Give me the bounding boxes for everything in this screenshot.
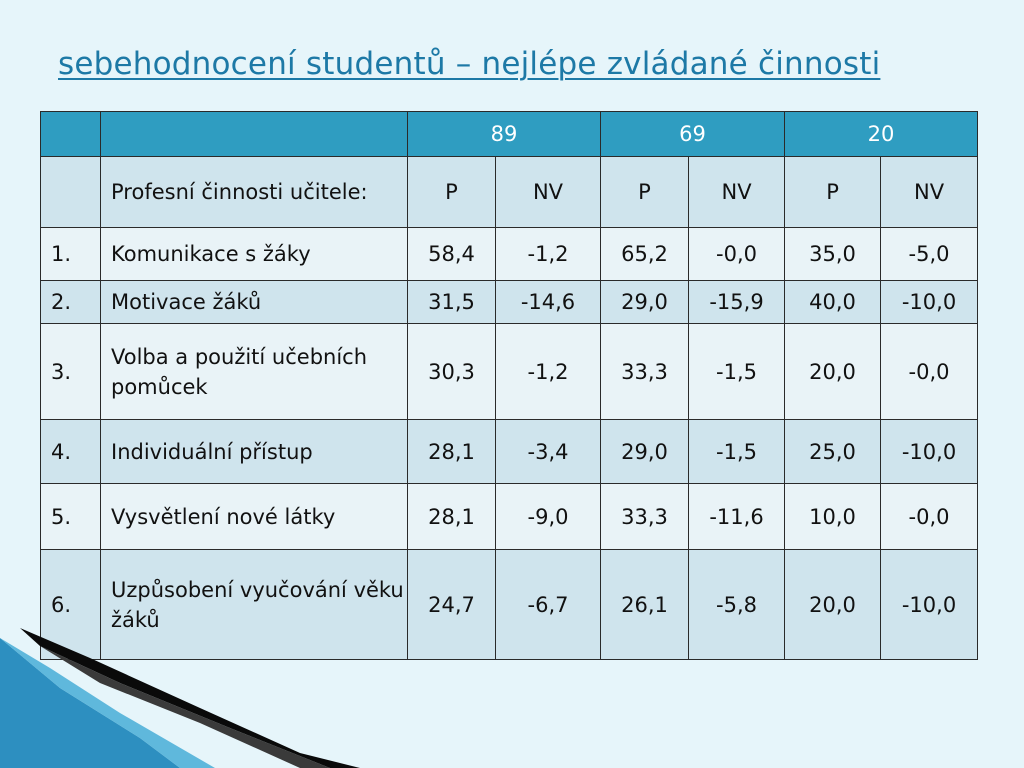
value-cell: -1,5 xyxy=(689,420,785,484)
value-cell: -5,0 xyxy=(881,228,978,281)
header-blank-cell xyxy=(101,112,408,157)
value-cell: 65,2 xyxy=(601,228,689,281)
value-cell: -1,2 xyxy=(496,228,601,281)
col-header-p: P xyxy=(408,157,496,228)
value-cell: 33,3 xyxy=(601,324,689,420)
value-cell: 26,1 xyxy=(601,550,689,660)
value-cell: -0,0 xyxy=(881,324,978,420)
activity-name: Volba a použití učebních pomůcek xyxy=(101,324,408,420)
table-row xyxy=(41,324,978,420)
value-cell: -1,5 xyxy=(689,324,785,420)
col-header-nv: NV xyxy=(881,157,978,228)
table-row xyxy=(41,420,978,484)
value-cell: -6,7 xyxy=(496,550,601,660)
value-cell: -1,2 xyxy=(496,324,601,420)
group-header-69: 69 xyxy=(601,112,785,157)
value-cell: 25,0 xyxy=(785,420,881,484)
activity-name: Vysvětlení nové látky xyxy=(101,484,408,550)
row-number: 2. xyxy=(41,281,101,324)
corner-cell xyxy=(41,112,101,157)
value-cell: 20,0 xyxy=(785,324,881,420)
value-cell: -3,4 xyxy=(496,420,601,484)
value-cell: -9,0 xyxy=(496,484,601,550)
value-cell: 40,0 xyxy=(785,281,881,324)
row-number: 1. xyxy=(41,228,101,281)
col-header-nv: NV xyxy=(496,157,601,228)
slide-title: sebehodnocení studentů – nejlépe zvládané činnosti xyxy=(58,46,881,82)
value-cell: 10,0 xyxy=(785,484,881,550)
value-cell: -15,9 xyxy=(689,281,785,324)
value-cell: 24,7 xyxy=(408,550,496,660)
value-cell: 29,0 xyxy=(601,420,689,484)
value-cell: 58,4 xyxy=(408,228,496,281)
value-cell: 35,0 xyxy=(785,228,881,281)
decorative-wave xyxy=(0,628,420,768)
subheader-blank-cell xyxy=(41,157,101,228)
column-header-row xyxy=(41,157,978,228)
value-cell: 33,3 xyxy=(601,484,689,550)
value-cell: 30,3 xyxy=(408,324,496,420)
col-header-p: P xyxy=(601,157,689,228)
value-cell: -0,0 xyxy=(881,484,978,550)
value-cell: 29,0 xyxy=(601,281,689,324)
value-cell: 28,1 xyxy=(408,484,496,550)
activity-name: Uzpůsobení vyučování věku žáků xyxy=(101,550,408,660)
value-cell: 28,1 xyxy=(408,420,496,484)
value-cell: 20,0 xyxy=(785,550,881,660)
value-cell: -10,0 xyxy=(881,550,978,660)
table-row xyxy=(41,484,978,550)
row-number: 3. xyxy=(41,324,101,420)
activity-name: Motivace žáků xyxy=(101,281,408,324)
row-number: 4. xyxy=(41,420,101,484)
col-header-nv: NV xyxy=(689,157,785,228)
value-cell: -0,0 xyxy=(689,228,785,281)
row-number: 5. xyxy=(41,484,101,550)
row-number: 6. xyxy=(41,550,101,660)
table-row xyxy=(41,281,978,324)
value-cell: -14,6 xyxy=(496,281,601,324)
activity-name: Komunikace s žáky xyxy=(101,228,408,281)
value-cell: 31,5 xyxy=(408,281,496,324)
activity-name: Individuální přístup xyxy=(101,420,408,484)
activities-label: Profesní činnosti učitele: xyxy=(101,157,408,228)
table-row xyxy=(41,228,978,281)
value-cell: -11,6 xyxy=(689,484,785,550)
results-table xyxy=(40,111,978,660)
value-cell: -5,8 xyxy=(689,550,785,660)
value-cell: -10,0 xyxy=(881,420,978,484)
value-cell: -10,0 xyxy=(881,281,978,324)
col-header-p: P xyxy=(785,157,881,228)
group-header-20: 20 xyxy=(785,112,978,157)
group-header-89: 89 xyxy=(408,112,601,157)
group-header-row xyxy=(41,112,978,157)
